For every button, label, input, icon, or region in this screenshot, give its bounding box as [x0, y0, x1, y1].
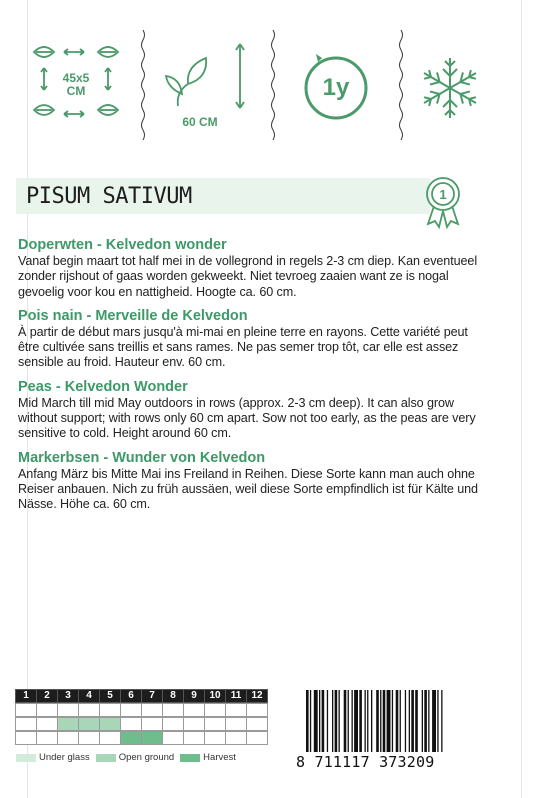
barcode-bar: [409, 690, 410, 752]
divider-wave: [140, 30, 146, 140]
calendar-cell: [78, 717, 100, 731]
barcode-bar: [322, 690, 325, 752]
calendar-row: [16, 732, 280, 746]
barcode-bar: [437, 690, 438, 752]
barcode-bar: [327, 690, 328, 752]
calendar-cell: [183, 731, 205, 745]
calendar-cell: [99, 703, 121, 717]
calendar-cell: [162, 731, 184, 745]
barcode-bar: [441, 690, 442, 752]
section-french: [18, 308, 480, 371]
legend-swatch: [96, 754, 116, 762]
height-label: 60 CM: [182, 115, 218, 129]
calendar-cell: [162, 703, 184, 717]
snowflake-icon: [410, 30, 490, 140]
calendar-cell: [99, 731, 121, 745]
calendar-month-label: 8: [162, 689, 184, 703]
packet-edge-right: [521, 0, 522, 798]
legend-label: Harvest: [203, 752, 236, 763]
calendar-month-label: 7: [141, 689, 163, 703]
rosette-award-icon: [420, 172, 466, 230]
calendar-cell: [141, 717, 163, 731]
barcode-bar: [411, 690, 414, 752]
barcode-bar: [348, 690, 349, 752]
barcode-bar: [306, 690, 309, 752]
barcode-bar: [314, 690, 318, 752]
section-body: Mid March till mid May outdoors in rows (approx. 2-3 cm deep). It can also grow without support; with rows only 60 cm apart. Sow not too early, as the peas are very sensitive to cold. Height around 60 cm.: [18, 395, 476, 441]
calendar-cell: [204, 703, 226, 717]
calendar-month-label: 2: [36, 689, 58, 703]
calendar-cell: [57, 717, 79, 731]
calendar-cell: [57, 731, 79, 745]
frost-cell: [410, 30, 490, 140]
barcode-digits: 8 711117 373209: [296, 753, 435, 771]
legend-item: [16, 752, 90, 763]
barcode-bar: [332, 690, 333, 752]
section-title: Peas - Kelvedon Wonder: [18, 378, 188, 395]
barcode-bar: [428, 690, 429, 752]
section-body: Anfang März bis Mitte Mai ins Freiland in Reihen. Diese Sorte kann man auch ohne Reiser anbauen. Nich zu früh aussäen, weil diese Sorte empfindlich ist für Kälte und Nässe. Höhe ca. 60 cm.: [18, 466, 478, 512]
barcode-bar: [432, 690, 436, 752]
calendar-cell: [183, 703, 205, 717]
section-title: Doperwten - Kelvedon wonder: [18, 237, 227, 253]
barcode-bar: [422, 690, 423, 752]
barcode-bar: [339, 690, 340, 752]
spacing-cell: [20, 30, 130, 140]
calendar-row: [16, 718, 280, 732]
calendar-cell: [225, 717, 247, 731]
calendar-cell: [141, 731, 163, 745]
calendar-cell: [204, 731, 226, 745]
calendar-cell: [99, 717, 121, 731]
calendar-cell: [15, 717, 37, 731]
barcode-bar: [344, 690, 347, 752]
legend-label: Under glass: [39, 752, 90, 763]
calendar-month-label: 4: [78, 689, 100, 703]
barcode-bar: [335, 690, 338, 752]
calendar-cell: [15, 731, 37, 745]
barcode-bar: [359, 690, 362, 752]
calendar-cell: [246, 717, 268, 731]
legend-item: [180, 752, 236, 763]
barcode-bar: [387, 690, 391, 752]
calendar-month-label: 1: [15, 689, 37, 703]
barcode-bar: [392, 690, 393, 752]
barcode-bar: [396, 690, 399, 752]
lifecycle-label: 1y: [322, 74, 350, 101]
height-cell: [152, 30, 262, 140]
calendar-month-label: 9: [183, 689, 205, 703]
section-english: [18, 379, 480, 442]
divider-wave: [398, 30, 404, 140]
calendar-cell: [57, 703, 79, 717]
barcode-bar: [367, 690, 368, 752]
barcode-bar: [376, 690, 379, 752]
calendar-cell: [36, 731, 58, 745]
barcode-bar: [365, 690, 366, 752]
calendar-cell: [120, 703, 142, 717]
legend-swatch: [180, 754, 200, 762]
divider-wave: [270, 30, 276, 140]
spacing-label: 45x5 CM: [62, 71, 90, 98]
calendar-cell: [120, 731, 142, 745]
calendar-month-header: [16, 690, 280, 704]
calendar-cell: [78, 731, 100, 745]
barcode-bar: [424, 690, 427, 752]
calendar-cell: [204, 717, 226, 731]
section-body: Vanaf begin maart tot half mei in de vollegrond in regels 2-3 cm diep. Kan eventueel zonder rijshout of gaas worden gekweekt. Niet tevroeg zaaien want ze is nogal gevoelig voor kou en nattigheid. Hoogte ca. 60 cm.: [18, 254, 478, 299]
section-dutch: [18, 237, 480, 300]
barcode-bar: [310, 690, 311, 752]
legend-label: Open ground: [118, 752, 175, 763]
quality-badge: [420, 172, 466, 230]
calendar-month-label: 3: [57, 689, 79, 703]
calendar-cell: [15, 703, 37, 717]
calendar-cell: [246, 703, 268, 717]
barcode-bar: [352, 690, 353, 752]
legend-swatch: [16, 754, 36, 762]
section-body: À partir de début mars jusqu'à mi-mai en pleine terre en rayons. Cette variété peut être cultivée sans treillis et sans rames. Ne pas semer trop tôt, car elle est assez sensible au froid. Hauteur env. 60 cm.: [18, 324, 468, 370]
calendar-cell: [225, 731, 247, 745]
icon-band: [20, 30, 490, 140]
barcode-bar: [383, 690, 386, 752]
calendar-month-label: 6: [120, 689, 142, 703]
section-title: Pois nain - Merveille de Kelvedon: [18, 307, 248, 324]
calendar-month-label: 11: [225, 689, 247, 703]
badge-number: 1: [439, 187, 447, 202]
calendar-cell: [141, 703, 163, 717]
calendar-cell: [36, 703, 58, 717]
calendar-month-label: 5: [99, 689, 121, 703]
calendar-cell: [183, 717, 205, 731]
barcode: [304, 690, 492, 752]
calendar-cell: [246, 731, 268, 745]
calendar-month-label: 12: [246, 689, 268, 703]
calendar-month-label: 10: [204, 689, 226, 703]
barcode-bar: [400, 690, 401, 752]
latin-name: PISUM SATIVUM: [26, 184, 192, 209]
calendar-cell: [225, 703, 247, 717]
barcode-bar: [415, 690, 418, 752]
calendar-legend: [16, 752, 242, 763]
calendar-cell: [78, 703, 100, 717]
section-title: Markerbsen - Wunder von Kelvedon: [18, 449, 266, 466]
latin-name-banner: [16, 178, 430, 214]
calendar-cell: [120, 717, 142, 731]
barcode-bar: [380, 690, 381, 752]
barcode-bar: [319, 690, 320, 752]
lifecycle-cell: [282, 30, 392, 140]
calendar-cell: [162, 717, 184, 731]
sowing-calendar: [16, 690, 280, 746]
barcode-bar: [405, 690, 406, 752]
description-sections: [18, 237, 480, 521]
calendar-row: [16, 704, 280, 718]
calendar-cell: [36, 717, 58, 731]
legend-item: [96, 752, 174, 763]
barcode-bar: [371, 690, 372, 752]
barcode-bar: [354, 690, 358, 752]
section-german: [18, 450, 480, 513]
